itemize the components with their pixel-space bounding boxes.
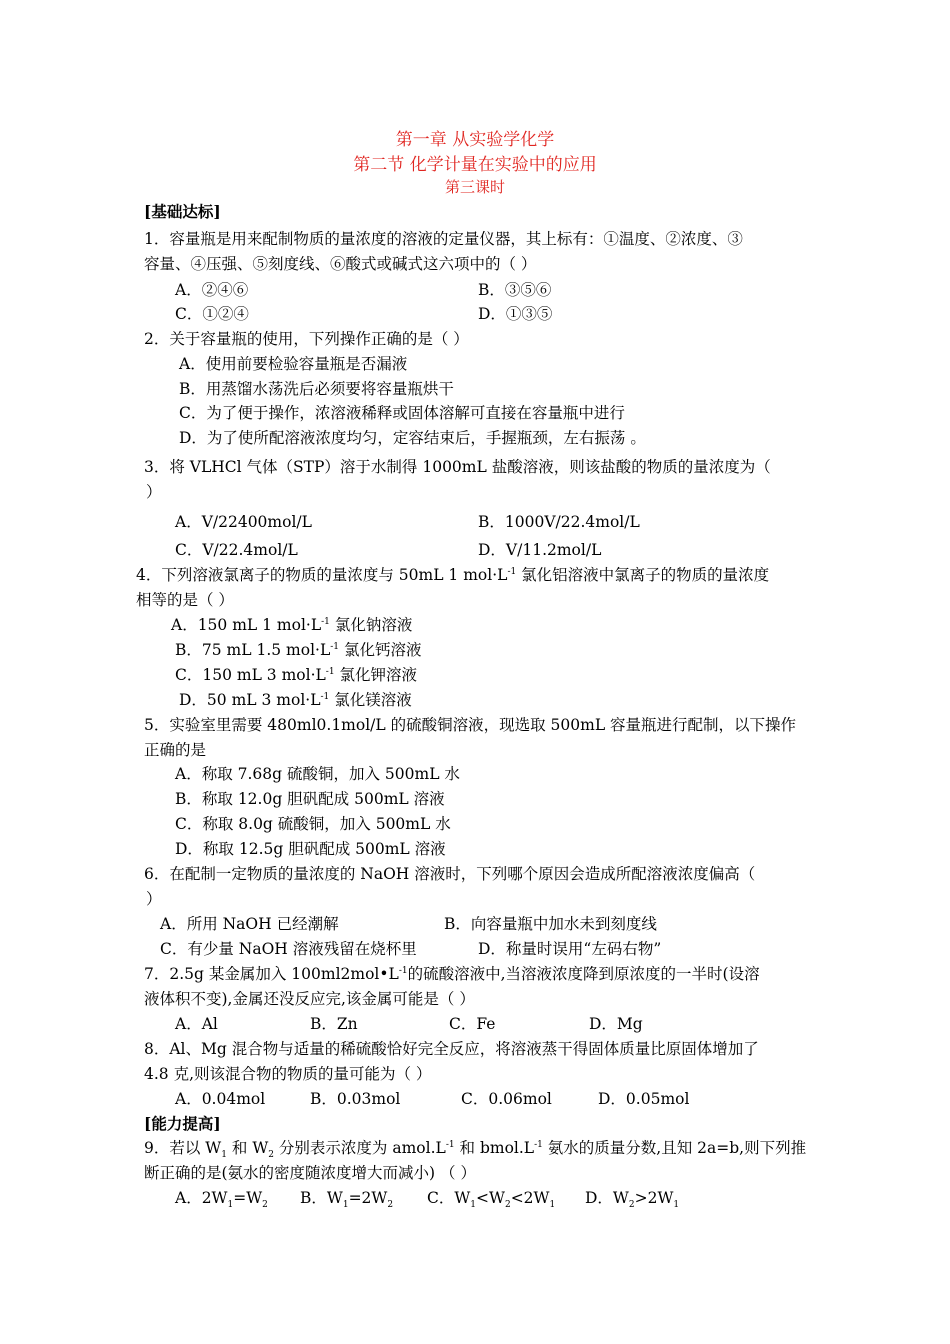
q7-option-c: C．Fe [449,1015,496,1033]
q1-option-c: C．①②④ [175,305,249,323]
q1-option-a: A．②④⑥ [175,281,249,299]
q5-line2: 正确的是 [144,741,207,759]
q5-option-a: A．称取 7.68g 硫酸铜，加入 500mL 水 [175,765,460,783]
q7-line2: 液体积不变),金属还没反应完,该金属可能是（ ） [144,990,475,1008]
q1-line1: 1．容量瓶是用来配制物质的量浓度的溶液的定量仪器，其上标有：①温度、②浓度、③ [144,230,743,248]
q6-option-c: C．有少量 NaOH 溶液残留在烧杯里 [160,940,417,958]
q4-line2: 相等的是（ ） [136,591,234,609]
q3-option-d: D．V/11.2mol/L [478,541,602,559]
q9-option-d: D．$W_2>2W_1$ [585,1189,680,1211]
q4-option-a: A．150 mL 1 $mol\cdot L^{-1}$ 氯化钠溶液 [171,616,413,634]
q4-option-b: B．75 mL 1.5 $mol\cdot L^{-1}$ 氯化钙溶液 [175,641,422,659]
q5-option-b: B．称取 12.0g 胆矾配成 500mL 溶液 [175,790,445,808]
q2-option-b: B．用蒸馏水荡洗后必须要将容量瓶烘干 [179,380,454,398]
q8-line1: 8．Al、Mg 混合物与适量的稀硫酸恰好完全反应，将溶液蒸干得固体质量比原固体增加了 [144,1040,759,1058]
lesson-title: 第三课时 [444,178,505,196]
q9-option-c: C．$W_1<W_2<2W_1$ [427,1189,556,1211]
section-title: 第二节 化学计量在实验中的应用 [353,155,597,175]
q9-line2: 断正确的是(氨水的密度随浓度增大而减小) （ ） [144,1164,476,1182]
q3-line2: ） [146,483,162,501]
q2-stem: 2．关于容量瓶的使用，下列操作正确的是（ ） [144,330,469,348]
q6-option-d: D．称量时误用“左码右物” [478,940,662,958]
q3-option-a: A．V/22400mol/L [175,513,312,531]
q9-option-a: A．$2W_1=W_2$ [175,1189,268,1211]
q2-option-d: D．为了使所配溶液浓度均匀，定容结束后，手握瓶颈，左右振荡 。 [179,429,646,447]
q6-line1: 6．在配制一定物质的量浓度的 NaOH 溶液时，下列哪个原因会造成所配溶液浓度偏高（ [144,865,756,883]
q1-option-d: D．①③⑤ [478,305,553,323]
q6-option-b: B．向容量瓶中加水未到刻度线 [444,915,657,933]
q9-option-b: B．$W_1=2W_2$ [300,1189,394,1211]
q4-option-c: C．150 mL 3 $mol\cdot L^{-1}$ 氯化钾溶液 [175,666,418,684]
q2-option-c: C．为了便于操作，浓溶液稀释或固体溶解可直接在容量瓶中进行 [179,404,625,422]
chapter-title: 第一章 从实验学化学 [395,130,555,150]
q8-option-b: B．0.03mol [310,1090,401,1108]
q2-option-a: A．使用前要检验容量瓶是否漏液 [179,355,408,373]
q4-option-d: D．50 mL 3 $mol\cdot L^{-1}$ 氯化镁溶液 [179,691,412,709]
q6-option-a: A．所用 NaOH 已经潮解 [160,915,339,933]
q8-option-c: C．0.06mol [461,1090,552,1108]
q1-option-b: B．③⑤⑥ [478,281,552,299]
q5-option-c: C．称取 8.0g 硫酸铜，加入 500mL 水 [175,815,451,833]
q8-line2: 4.8 克,则该混合物的物质的量可能为（ ） [144,1065,432,1083]
q9-line1: 9．若以 $W_1$ 和 $W_2$ 分别表示浓度为 $amol.L^{-1}$ 和 $bmol.L^{-1}$ 氨水的质量分数,且知 2a=b,则下列推 [144,1139,807,1161]
q8-option-d: D．0.05mol [598,1090,690,1108]
q8-option-a: A．0.04mol [175,1090,266,1108]
q7-option-b: B．Zn [310,1015,358,1033]
q7-line1: 7．2.5g 某金属加入 $100ml2mol•L^{-1}$的硫酸溶液中,当溶液浓度降到原浓度的一半时(设溶 [144,965,760,983]
q3-line1: 3．将 VLHCl 气体（STP）溶于水制得 1000mL 盐酸溶液，则该盐酸的物质的量浓度为（ [144,458,771,476]
section-advanced: [能力提高] [144,1114,221,1133]
q5-option-d: D．称取 12.5g 胆矾配成 500mL 溶液 [175,840,446,858]
q3-option-b: B．1000V/22.4mol/L [478,513,640,531]
q4-line1: 4．下列溶液氯离子的物质的量浓度与 50mL 1 $mol\cdot L^{-1}$ 氯化铝溶液中氯离子的物质的量浓度 [136,566,770,584]
q7-option-d: D．Mg [589,1015,643,1033]
section-basic: [基础达标] [144,202,221,221]
q6-line2: ） [146,890,162,908]
q1-line2: 容量、④压强、⑤刻度线、⑥酸式或碱式这六项中的（ ） [144,255,537,273]
q3-option-c: C．V/22.4mol/L [175,541,298,559]
q7-option-a: A．Al [175,1015,218,1033]
q5-line1: 5．实验室里需要 480ml0.1mol/L 的硫酸铜溶液，现选取 500mL 容量瓶进行配制，以下操作 [144,716,797,734]
